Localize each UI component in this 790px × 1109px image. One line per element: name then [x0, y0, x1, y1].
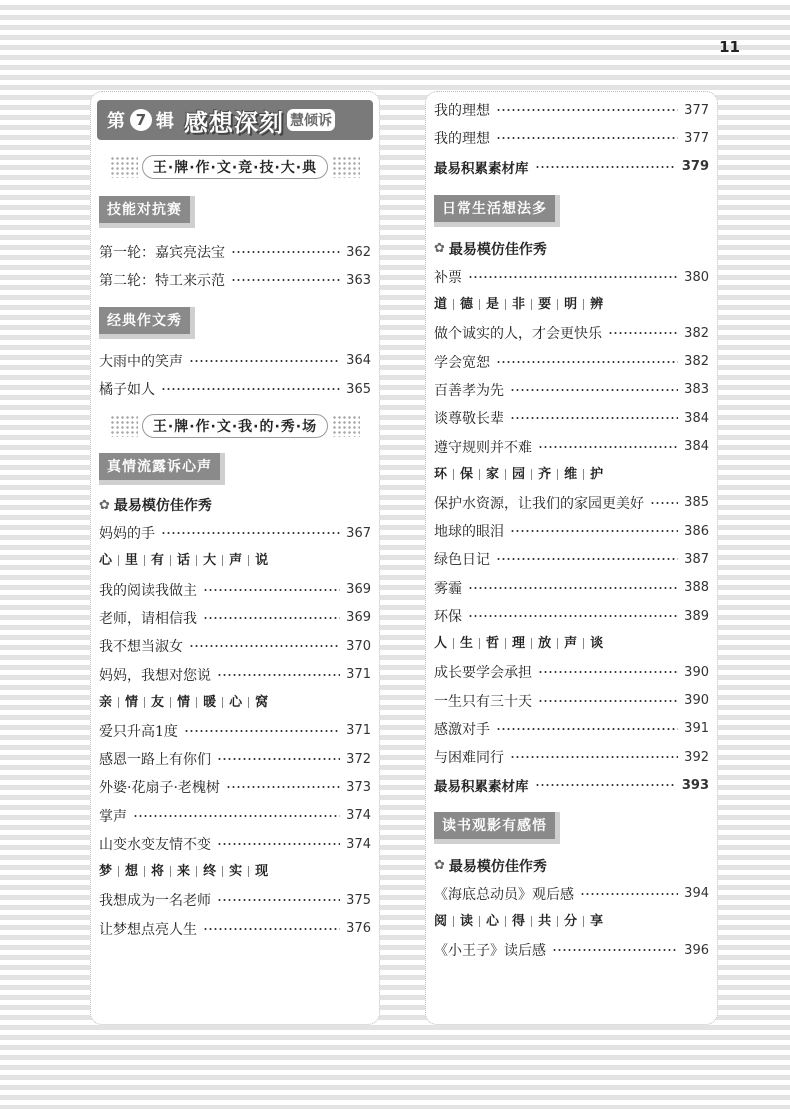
toc-entry-page: 387 — [684, 551, 709, 567]
chapter-number: 7 — [130, 109, 152, 131]
banner-showcase — [99, 413, 371, 439]
category-char: 放 — [538, 636, 552, 652]
toc-entry[interactable] — [434, 715, 709, 743]
dot-leader — [496, 109, 678, 111]
toc-entry[interactable] — [99, 238, 371, 266]
category-char: 人 — [434, 636, 448, 652]
toc-entry[interactable] — [434, 376, 709, 404]
category-heading — [434, 630, 709, 658]
dot-leader — [217, 899, 340, 901]
toc-entry[interactable] — [99, 660, 371, 688]
dot-leader — [133, 815, 340, 817]
chapter-header — [97, 100, 373, 140]
best-heading-label: 最易模仿佳作秀 — [448, 858, 547, 875]
toc-entry-page: 382 — [684, 354, 709, 370]
toc-entry[interactable] — [434, 432, 709, 460]
toc-entry-title: 绿色日记 — [434, 552, 490, 569]
toc-entry-title: 第二轮：特工来示范 — [99, 273, 225, 290]
toc-entry-title: 大雨中的笑声 — [99, 353, 183, 370]
category-char: 家 — [486, 466, 500, 482]
category-char: 阅 — [434, 913, 448, 929]
toc-entry-page: 376 — [346, 921, 371, 937]
category-char: 声 — [564, 636, 578, 652]
toc-entry-title: 掌声 — [99, 808, 127, 825]
category-char: 得 — [512, 913, 526, 929]
toc-entry-title: 感恩一路上有你们 — [99, 752, 211, 769]
toc-list — [434, 936, 709, 964]
toc-entry-page: 373 — [346, 779, 371, 795]
dot-leader — [231, 279, 340, 281]
category-char: 声 — [229, 553, 243, 569]
category-char: 窝 — [255, 694, 269, 710]
category-heading — [99, 547, 371, 575]
chapter-subtitle: 慧倾诉 — [287, 109, 335, 131]
category-char: 说 — [255, 553, 269, 569]
toc-entry[interactable] — [434, 124, 709, 152]
category-heading — [434, 908, 709, 936]
dot-leader — [217, 843, 340, 845]
toc-entry[interactable] — [434, 545, 709, 573]
dot-leader — [231, 251, 340, 253]
toc-list — [99, 347, 371, 404]
toc-entry-title: 让梦想点亮人生 — [99, 921, 197, 938]
toc-list-bold — [434, 771, 709, 799]
toc-entry-title: 老师，请相信我 — [99, 610, 197, 627]
category-char: 心 — [229, 694, 243, 710]
category-char: 暖 — [203, 694, 217, 710]
toc-list — [434, 263, 709, 291]
toc-entry[interactable] — [99, 745, 371, 773]
toc-entry[interactable] — [434, 658, 709, 686]
best-heading — [434, 235, 709, 263]
category-char: 分 — [564, 913, 578, 929]
category-char: 要 — [538, 297, 552, 313]
toc-entry-page: 385 — [684, 495, 709, 511]
toc-entry-title: 最易积累素材库 — [434, 779, 529, 796]
dot-leader — [496, 361, 678, 363]
toc-entry-page: 365 — [346, 381, 371, 397]
toc-entry-title: 山变水变友情不变 — [99, 837, 211, 853]
category-char: 齐 — [538, 466, 552, 482]
toc-entry[interactable] — [99, 830, 371, 858]
toc-entry-page: 367 — [346, 525, 371, 541]
category-char: 环 — [434, 466, 448, 482]
toc-entry-page: 390 — [684, 693, 709, 709]
toc-entry-page: 369 — [346, 582, 371, 598]
toc-entry[interactable] — [99, 632, 371, 660]
toc-entry-title: 一生只有三十天 — [434, 693, 532, 710]
toc-list — [434, 96, 709, 153]
category-char: 生 — [460, 636, 474, 652]
toc-entry-page: 371 — [346, 667, 371, 683]
dot-leader — [538, 700, 678, 702]
category-char: 哲 — [486, 636, 500, 652]
toc-entry-title: 橘子如人 — [99, 382, 155, 399]
toc-list — [434, 880, 709, 908]
category-char: 理 — [512, 636, 526, 652]
toc-entry[interactable] — [434, 936, 709, 964]
toc-entry-title: 第一轮：嘉宾亮法宝 — [99, 245, 225, 262]
toc-entry[interactable] — [434, 319, 709, 347]
category-char: 将 — [151, 864, 165, 880]
category-char: 现 — [255, 864, 269, 880]
toc-entry[interactable] — [99, 802, 371, 830]
toc-list — [434, 658, 709, 771]
toc-entry-page: 384 — [684, 410, 709, 426]
toc-entry-page: 383 — [684, 382, 709, 398]
dot-pattern-icon — [332, 156, 360, 178]
toc-entry[interactable] — [434, 96, 709, 124]
category-char: 园 — [512, 466, 526, 482]
dot-pattern-icon — [110, 415, 138, 437]
category-char: 实 — [229, 864, 243, 880]
toc-entry-title: 与困难同行 — [434, 750, 504, 767]
toc-entry-title: 我的理想 — [434, 131, 490, 148]
dot-leader — [217, 674, 340, 676]
category-heading — [99, 689, 371, 717]
best-heading-label: 最易模仿佳作秀 — [113, 498, 212, 515]
toc-entry-title: 感激对手 — [434, 721, 490, 738]
toc-entry-title: 谈尊敬长辈 — [434, 411, 504, 428]
toc-entry[interactable] — [434, 743, 709, 771]
toc-entry-title: 环保 — [434, 609, 462, 625]
toc-entry-page: 396 — [684, 942, 709, 958]
toc-left-column — [90, 91, 380, 1025]
category-char: 梦 — [99, 864, 113, 880]
dot-leader — [496, 728, 678, 730]
toc-entry-page: 362 — [346, 244, 371, 260]
toc-entry-page: 364 — [346, 353, 371, 369]
toc-entry[interactable] — [99, 519, 371, 547]
dot-leader — [496, 558, 678, 560]
toc-entry[interactable] — [434, 517, 709, 545]
toc-entry[interactable] — [99, 266, 371, 294]
dot-leader — [161, 532, 340, 534]
toc-entry-page: 377 — [684, 130, 709, 146]
dot-leader — [189, 645, 340, 647]
best-heading-label: 最易模仿佳作秀 — [448, 241, 547, 258]
banner-label: 王·牌·作·文·竞·技·大·典 — [142, 155, 328, 179]
toc-entry-title: 我想成为一名老师 — [99, 893, 211, 910]
toc-entry-page: 370 — [346, 638, 371, 654]
toc-entry-title: 遵守规则并不难 — [434, 439, 532, 456]
category-char: 终 — [203, 864, 217, 880]
category-char: 里 — [125, 553, 139, 569]
toc-entry-title: 补票 — [434, 270, 462, 287]
dot-leader — [580, 893, 678, 895]
toc-entry[interactable] — [99, 886, 371, 914]
dot-leader — [226, 786, 340, 788]
chapter-suffix: 辑 — [156, 111, 174, 132]
toc-entry-title: 爱只升高1度 — [99, 723, 178, 740]
toc-entry-title: 保护水资源，让我们的家园更美好 — [434, 495, 644, 512]
toc-list — [99, 717, 371, 858]
toc-entry-page: 382 — [684, 325, 709, 341]
category-char: 享 — [590, 913, 604, 929]
category-heading — [434, 461, 709, 489]
category-char: 心 — [99, 553, 113, 569]
dot-leader — [496, 137, 678, 139]
toc-entry[interactable] — [99, 604, 371, 632]
category-char: 非 — [512, 297, 526, 313]
dot-leader — [468, 587, 678, 589]
category-char: 是 — [486, 297, 500, 313]
toc-entry-title: 最易积累素材库 — [434, 160, 529, 177]
dot-leader — [510, 530, 678, 532]
toc-entry-title: 学会宽恕 — [434, 354, 490, 371]
category-char: 道 — [434, 297, 448, 313]
toc-entry-page: 379 — [681, 159, 709, 175]
toc-entry-title: 地球的眼泪 — [434, 524, 504, 541]
toc-entry-title: 《小王子》读后感 — [434, 943, 546, 960]
banner-competition — [99, 154, 371, 180]
toc-entry-title: 我的阅读我做主 — [99, 582, 197, 599]
toc-entry-title: 做个诚实的人，才会更快乐 — [434, 326, 602, 343]
toc-entry-title: 我的理想 — [434, 103, 490, 120]
toc-entry-title: 外婆·花扇子·老槐树 — [99, 780, 220, 797]
category-char: 心 — [486, 913, 500, 929]
gear-icon: ✿ — [434, 858, 445, 874]
chapter-title: 感想深刻 — [184, 108, 284, 137]
toc-entry-page: 386 — [684, 523, 709, 539]
toc-entry-title: 百善孝为先 — [434, 382, 504, 399]
category-heading — [434, 291, 709, 319]
category-char: 情 — [125, 694, 139, 710]
category-char: 谈 — [590, 636, 604, 652]
best-heading — [434, 852, 709, 880]
dot-leader — [510, 389, 678, 391]
toc-entry-page: 374 — [346, 836, 371, 852]
toc-entry-title: 我不想当淑女 — [99, 639, 183, 656]
category-char: 德 — [460, 297, 474, 313]
toc-entry-title: 妈妈，我想对您说 — [99, 667, 211, 684]
dot-leader — [538, 446, 678, 448]
dot-leader — [203, 589, 340, 591]
toc-entry-title: 妈妈的手 — [99, 526, 155, 543]
toc-entry[interactable] — [434, 263, 709, 291]
dot-leader — [468, 276, 678, 278]
toc-entry-page: 371 — [346, 723, 371, 739]
category-char: 友 — [151, 694, 165, 710]
dot-leader — [217, 758, 340, 760]
category-char: 情 — [177, 694, 191, 710]
section-tag: 日常生活想法多 — [434, 195, 560, 227]
toc-entry-page: 389 — [684, 608, 709, 624]
best-heading — [99, 491, 371, 519]
toc-entry[interactable] — [434, 880, 709, 908]
toc-entry[interactable] — [99, 575, 371, 603]
dot-leader — [468, 615, 678, 617]
dot-pattern-icon — [332, 415, 360, 437]
section-tag: 读书观影有感悟 — [434, 812, 560, 844]
toc-entry-page: 388 — [684, 580, 709, 596]
toc-entry[interactable] — [434, 404, 709, 432]
dot-leader — [189, 360, 340, 362]
toc-entry[interactable] — [434, 602, 709, 630]
category-char: 读 — [460, 913, 474, 929]
category-char: 话 — [177, 553, 191, 569]
dot-leader — [203, 617, 340, 619]
dot-leader — [608, 332, 678, 334]
toc-list-bold — [434, 153, 709, 181]
toc-entry-page: 363 — [346, 272, 371, 288]
toc-entry[interactable] — [99, 375, 371, 403]
dot-leader — [510, 756, 678, 758]
toc-list — [434, 489, 709, 630]
toc-entry-page: 377 — [684, 102, 709, 118]
toc-entry-title: 《海底总动员》观后感 — [434, 886, 574, 903]
category-char: 护 — [590, 466, 604, 482]
dot-leader — [535, 166, 676, 168]
toc-entry[interactable] — [99, 717, 371, 745]
toc-entry[interactable] — [434, 574, 709, 602]
toc-entry[interactable] — [99, 347, 371, 375]
category-char: 想 — [125, 864, 139, 880]
section-tag: 经典作文秀 — [99, 307, 195, 339]
toc-entry[interactable] — [99, 914, 371, 942]
toc-entry[interactable] — [99, 773, 371, 801]
toc-entry-title: 雾霾 — [434, 580, 462, 597]
banner-label: 王·牌·作·文·我·的·秀·场 — [142, 414, 328, 438]
dot-leader — [184, 730, 340, 732]
section-tag: 技能对抗赛 — [99, 196, 195, 228]
toc-right-column — [425, 91, 718, 1025]
toc-entry-material[interactable] — [434, 771, 709, 799]
page-number: 11 — [719, 38, 740, 56]
toc-entry[interactable] — [434, 347, 709, 375]
category-char: 来 — [177, 864, 191, 880]
category-char: 辨 — [590, 297, 604, 313]
toc-entry-page: 372 — [346, 751, 371, 767]
dot-leader — [161, 388, 340, 390]
toc-entry-page: 394 — [684, 886, 709, 902]
toc-entry-page: 380 — [684, 269, 709, 285]
toc-entry-page: 390 — [684, 664, 709, 680]
category-char: 明 — [564, 297, 578, 313]
dot-leader — [535, 784, 676, 786]
toc-entry-page: 393 — [681, 777, 709, 793]
dot-leader — [538, 671, 678, 673]
toc-entry-title: 成长要学会承担 — [434, 665, 532, 682]
category-char: 有 — [151, 553, 165, 569]
category-char: 保 — [460, 466, 474, 482]
toc-entry-page: 374 — [346, 808, 371, 824]
toc-list — [99, 575, 371, 688]
chapter-prefix: 第 — [107, 111, 126, 132]
dot-leader — [552, 949, 678, 951]
category-heading — [99, 858, 371, 886]
category-char: 维 — [564, 466, 578, 482]
toc-entry-page: 384 — [684, 439, 709, 455]
section-tag: 真情流露诉心声 — [99, 453, 225, 485]
toc-list — [99, 886, 371, 943]
gear-icon: ✿ — [434, 241, 445, 257]
dot-leader — [203, 928, 340, 930]
toc-entry-page: 392 — [684, 749, 709, 765]
toc-entry-page: 375 — [346, 892, 371, 908]
toc-list — [99, 519, 371, 547]
dot-pattern-icon — [110, 156, 138, 178]
dot-leader — [510, 417, 678, 419]
toc-list — [434, 319, 709, 460]
toc-entry-page: 369 — [346, 610, 371, 626]
toc-entry-material[interactable] — [434, 153, 709, 181]
category-char: 共 — [538, 913, 552, 929]
gear-icon: ✿ — [99, 497, 110, 513]
dot-leader — [650, 502, 678, 504]
toc-entry[interactable] — [434, 686, 709, 714]
toc-list — [99, 238, 371, 295]
toc-entry[interactable] — [434, 489, 709, 517]
toc-entry-page: 391 — [684, 721, 709, 737]
category-char: 大 — [203, 553, 217, 569]
category-char: 亲 — [99, 694, 113, 710]
